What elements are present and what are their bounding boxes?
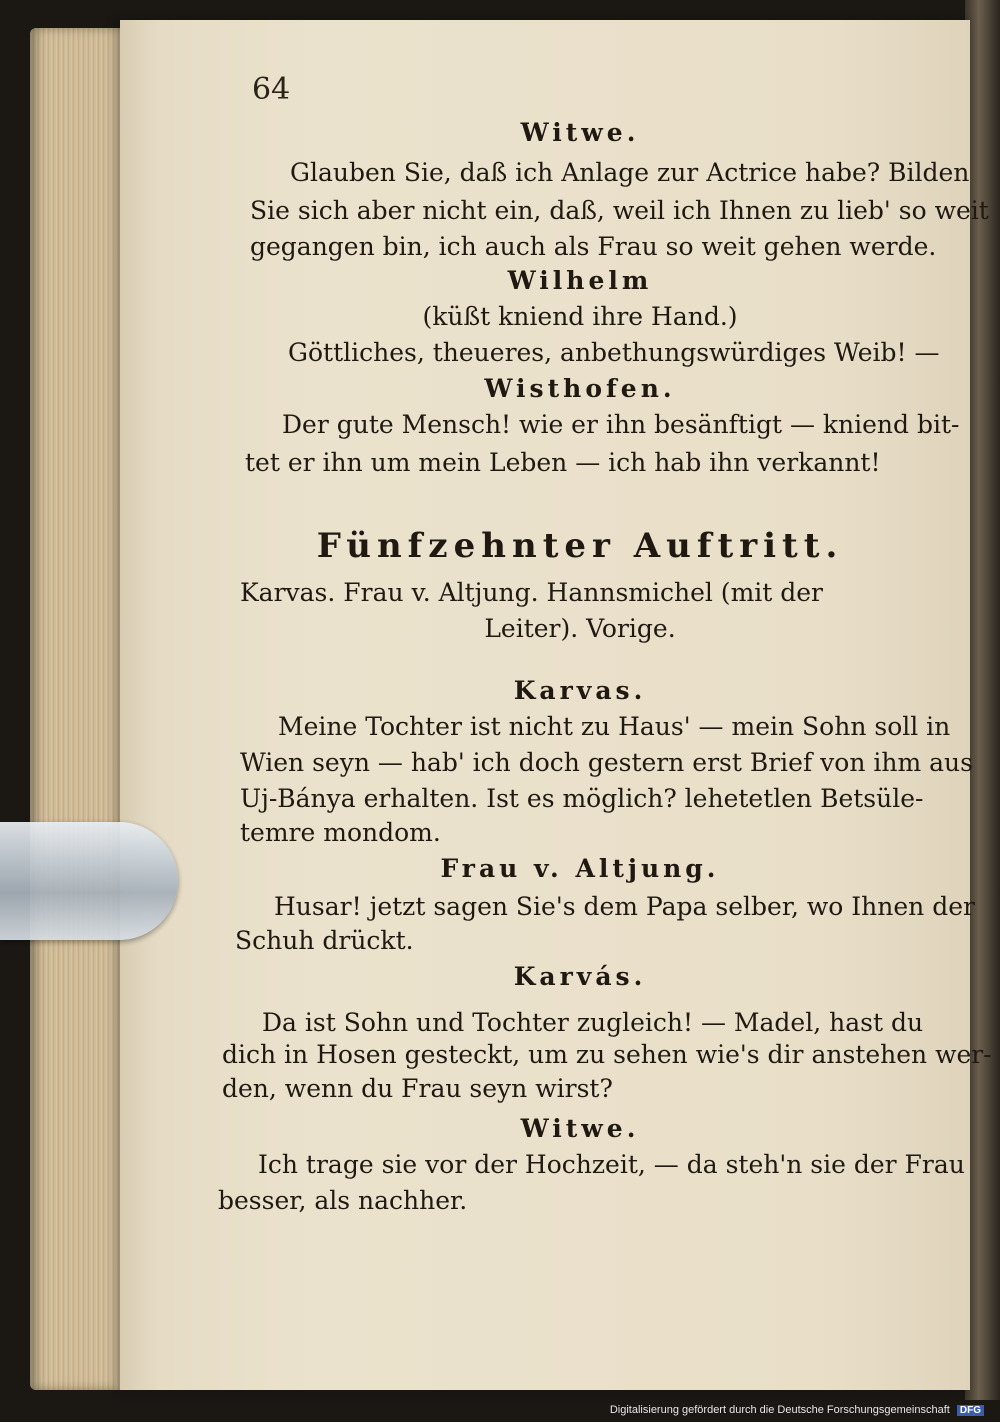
page-number: 64 (252, 72, 291, 107)
footer-credit (610, 1404, 984, 1416)
speaker-name: Frau v. Altjung. (440, 854, 720, 883)
text-line: gegangen bin, ich auch als Frau so weit gehen werde. (250, 232, 937, 261)
text-line: Der gute Mensch! wie er ihn besänftigt — kniend bit- (282, 410, 960, 439)
text-line: Leiter). Vorige. (484, 614, 676, 643)
text-line: Glauben Sie, daß ich Anlage zur Actrice habe? Bilden (290, 158, 970, 187)
speaker-name: Witwe. (520, 1114, 640, 1143)
scene-heading: Fünfzehnter Auftritt. (316, 526, 844, 566)
speaker-name: Wilhelm (507, 266, 653, 295)
book-page (120, 20, 970, 1390)
speaker-name: Wisthofen. (484, 374, 676, 403)
glass-page-weight (0, 822, 178, 940)
speaker-name: Witwe. (520, 118, 640, 147)
text-line: Schuh drückt. (235, 926, 414, 955)
text-line: Da ist Sohn und Tochter zugleich! — Madel, hast du (262, 1008, 924, 1037)
speaker-name: Karvas. (513, 676, 647, 705)
text-line: Ich trage sie vor der Hochzeit, — da steh'n sie der Frau (258, 1150, 965, 1179)
text-line: den, wenn du Frau seyn wirst? (222, 1074, 613, 1103)
text-line: tet er ihn um mein Leben — ich hab ihn verkannt! (245, 448, 881, 477)
text-line: Sie sich aber nicht ein, daß, weil ich Ihnen zu lieb' so weit (250, 196, 989, 225)
text-line: Karvas. Frau v. Altjung. Hannsmichel (mit der (240, 578, 824, 607)
text-line: temre mondom. (240, 818, 441, 847)
stage-direction: (küßt kniend ihre Hand.) (422, 302, 738, 331)
text-line: Uj-Bánya erhalten. Ist es möglich? lehetetlen Betsüle- (240, 784, 924, 813)
text-line: Husar! jetzt sagen Sie's dem Papa selber, wo Ihnen der (274, 892, 975, 921)
dfg-logo: DFG (957, 1405, 984, 1416)
text-line: Göttliches, theueres, anbethungswürdiges Weib! — (288, 338, 940, 367)
text-line: besser, als nachher. (218, 1186, 468, 1215)
text-line: Wien seyn — hab' ich doch gestern erst Brief von ihm aus (240, 748, 973, 777)
text-line: Meine Tochter ist nicht zu Haus' — mein Sohn soll in (278, 712, 951, 741)
footer-text: Digitalisierung gefördert durch die Deutsche Forschungsgemeinschaft (609, 1404, 950, 1416)
text-line: dich in Hosen gesteckt, um zu sehen wie's dir anstehen wer- (222, 1040, 992, 1069)
speaker-name: Karvás. (513, 962, 647, 991)
